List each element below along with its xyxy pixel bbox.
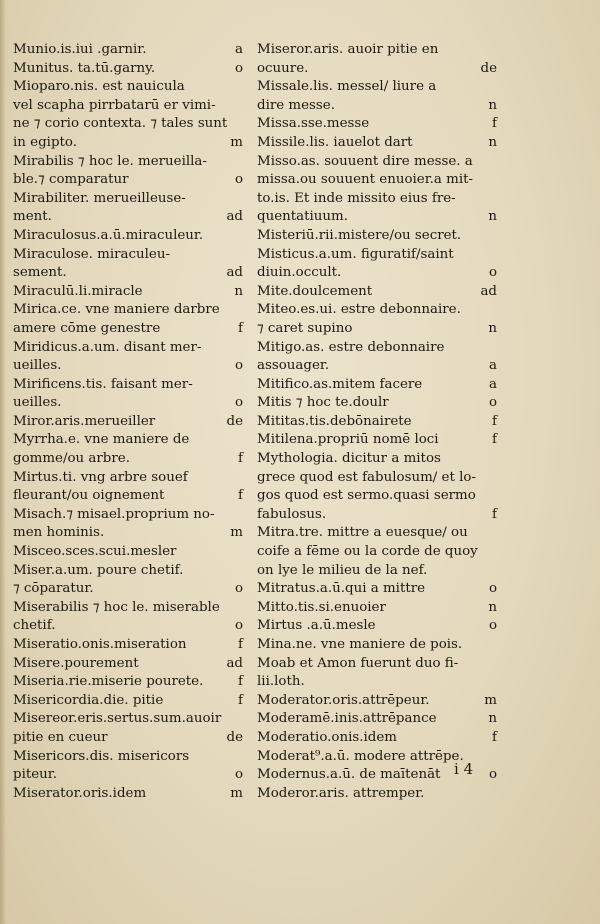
gender-marker: n (488, 97, 497, 113)
dictionary-line (13, 599, 243, 618)
gender-marker: ad (480, 283, 497, 299)
entry-text: dire messe. (257, 97, 335, 113)
entry-text: Misere.pourement (13, 655, 139, 671)
entry-text: Missale.lis. messel/ liure a (257, 79, 437, 95)
entry-text: Misach.⁊ misael.proprium no- (13, 506, 215, 522)
gender-marker: n (488, 209, 497, 225)
entry-text: Mythologia. dicitur a mitos (257, 451, 441, 467)
dictionary-line (13, 357, 243, 376)
dictionary-line (257, 376, 497, 395)
entry-text: men hominis. (13, 525, 105, 541)
dictionary-line (257, 134, 497, 153)
entry-text: to.is. Et inde missito eius fre- (257, 190, 456, 206)
dictionary-line (13, 710, 243, 729)
gender-marker: ad (226, 209, 243, 225)
gender-marker: f (492, 116, 497, 132)
dictionary-line (257, 655, 497, 674)
gender-marker: de (480, 60, 497, 76)
entry-text: vel scapha pirrbatarū er vimi- (13, 97, 216, 113)
dictionary-line (257, 78, 497, 97)
entry-text: Moderator.oris.attrēpeur. (257, 692, 430, 708)
entry-text: Miserator.oris.idem (13, 785, 147, 801)
gender-marker: n (488, 320, 497, 336)
gender-marker: n (488, 599, 497, 615)
dictionary-line (13, 469, 243, 488)
dictionary-line (257, 636, 497, 655)
gender-marker: o (234, 60, 243, 76)
entry-text: Mirica.ce. vne maniere darbre (13, 302, 220, 318)
dictionary-line (13, 376, 243, 395)
gender-marker: m (230, 525, 243, 541)
entry-text: Miraculū.li.miracle (13, 283, 143, 299)
dictionary-line (13, 506, 243, 525)
entry-text: Missa.sse.messe (257, 116, 370, 132)
gender-marker: a (489, 376, 497, 392)
gender-marker: f (492, 413, 497, 429)
dictionary-line (257, 60, 497, 79)
gender-marker: de (226, 729, 243, 745)
gender-marker: m (230, 785, 243, 801)
entry-text: ble.⁊ comparatur (13, 172, 129, 188)
entry-text: ocuure. (257, 60, 309, 76)
dictionary-line (13, 655, 243, 674)
entry-text: grece quod est fabulosum/ et lo- (257, 469, 476, 485)
gender-marker: n (488, 134, 497, 150)
entry-text: Modernus.a.ū. de maītenāt (257, 767, 441, 783)
gender-marker: a (489, 358, 497, 374)
entry-text: Missile.lis. iauelot dart (257, 134, 413, 150)
entry-text: assouager. (257, 358, 330, 374)
dictionary-line (257, 450, 497, 469)
dictionary-line (13, 264, 243, 283)
dictionary-line (257, 469, 497, 488)
entry-text: Moab et Amon fuerunt duo fi- (257, 655, 459, 671)
entry-text: Misticus.a.um. figuratif/saint (257, 246, 454, 262)
gender-marker: f (238, 320, 243, 336)
dictionary-line (13, 729, 243, 748)
gender-marker: f (492, 506, 497, 522)
left-column (13, 41, 243, 803)
gender-marker: de (226, 413, 243, 429)
entry-text: Misericordia.die. pitie (13, 692, 164, 708)
dictionary-line (257, 171, 497, 190)
entry-text: Miseratio.onis.miseration (13, 637, 187, 652)
gender-marker: o (488, 395, 497, 411)
entry-text: Mitis ⁊ hoc te.doulr (257, 395, 389, 411)
dictionary-line (257, 301, 497, 320)
entry-text: Mite.doulcement (257, 283, 373, 299)
dictionary-line (13, 301, 243, 320)
entry-text: Moderor.aris. attremper. (257, 785, 425, 801)
dictionary-line (257, 41, 497, 60)
dictionary-line (13, 692, 243, 711)
entry-text: ment. (13, 209, 52, 225)
dictionary-line (257, 487, 497, 506)
entry-text: Misereor.eris.sertus.sum.auoir (13, 711, 222, 727)
entry-text: Misteriū.rii.mistere/ou secret. (257, 227, 462, 243)
gender-marker: a (235, 42, 243, 57)
entry-text: Mioparo.nis. est nauicula (13, 79, 185, 95)
gender-marker: n (488, 711, 497, 727)
dictionary-line (13, 41, 243, 60)
entry-text: Mirificens.tis. faisant mer- (13, 376, 193, 392)
dictionary-line (257, 692, 497, 711)
gender-marker: o (488, 767, 497, 783)
gender-marker: o (488, 618, 497, 634)
entry-text: Miror.aris.merueiller (13, 413, 156, 429)
signature-mark: i 4 (454, 760, 474, 778)
gender-marker: ad (226, 655, 243, 671)
entry-text: Myrrha.e. vne maniere de (13, 432, 190, 448)
dictionary-line (13, 617, 243, 636)
dictionary-line (257, 413, 497, 432)
dictionary-line (257, 580, 497, 599)
dictionary-line (257, 264, 497, 283)
gender-marker: o (488, 265, 497, 281)
dictionary-line (257, 283, 497, 302)
dictionary-line (257, 506, 497, 525)
entry-text: Misceo.sces.scui.mesler (13, 544, 177, 560)
entry-text: Munitus. ta.tū.garny. (13, 60, 156, 76)
gender-marker: m (230, 134, 243, 150)
entry-text: ⁊ caret supino (257, 320, 353, 336)
entry-text: Miraculosus.a.ū.miraculeur. (13, 227, 204, 243)
dictionary-line (13, 562, 243, 581)
dictionary-line (13, 208, 243, 227)
dictionary-line (13, 543, 243, 562)
gender-marker: f (492, 729, 497, 745)
entry-text: gomme/ou arbre. (13, 451, 130, 467)
dictionary-line (257, 710, 497, 729)
dictionary-line (257, 320, 497, 339)
dictionary-line (257, 190, 497, 209)
entry-text: Mitratus.a.ū.qui a mittre (257, 581, 426, 597)
entry-text: diuin.occult. (257, 265, 342, 281)
gender-marker: n (234, 283, 243, 299)
entry-text: ⁊ cōparatur. (13, 581, 94, 597)
entry-text: Mitra.tre. mittre a euesque/ ou (257, 525, 468, 541)
dictionary-line (13, 487, 243, 506)
entry-text: Miseror.aris. auoir pitie en (257, 42, 439, 57)
gender-marker: m (484, 692, 497, 708)
dictionary-line (13, 78, 243, 97)
entry-text: Moderat⁹.a.ū. modere attrēpe. (257, 748, 464, 764)
gender-marker: f (238, 637, 243, 652)
dictionary-line (13, 450, 243, 469)
entry-text: ueilles. (13, 395, 62, 411)
gender-marker: o (234, 767, 243, 783)
dictionary-line (257, 208, 497, 227)
entry-text: Misericors.dis. misericors (13, 748, 190, 764)
gender-marker: f (238, 488, 243, 504)
gender-marker: o (234, 581, 243, 597)
entry-text: Mirabiliter. merueilleuse- (13, 190, 186, 206)
entry-text: Miseria.rie.miserie pourete. (13, 674, 204, 690)
entry-text: quentatiuum. (257, 209, 348, 225)
dictionary-line (13, 766, 243, 785)
dictionary-line (257, 357, 497, 376)
entry-text: chetif. (13, 618, 56, 634)
entry-text: Miraculose. miraculeu- (13, 246, 170, 262)
dictionary-line (13, 785, 243, 804)
dictionary-line (13, 283, 243, 302)
page-edge-shadow (0, 0, 6, 924)
dictionary-line (13, 636, 243, 655)
gender-marker: f (238, 692, 243, 708)
entry-text: Mitigo.as. estre debonnaire (257, 339, 445, 355)
gender-marker: o (234, 358, 243, 374)
entry-text: ne ⁊ corio contexta. ⁊ tales sunt (13, 116, 228, 132)
dictionary-line (13, 153, 243, 172)
entry-text: amere cōme genestre (13, 320, 161, 336)
entry-text: gos quod est sermo.quasi sermo (257, 488, 476, 504)
dictionary-line (257, 673, 497, 692)
gender-marker: f (492, 432, 497, 448)
dictionary-line (13, 748, 243, 767)
dictionary-line (13, 673, 243, 692)
entry-text: fleurant/ou oignement (13, 488, 165, 504)
right-column (257, 41, 497, 803)
dictionary-line (257, 617, 497, 636)
dictionary-line (257, 785, 497, 804)
dictionary-line (257, 524, 497, 543)
entry-text: sement. (13, 265, 67, 281)
entry-text: missa.ou souuent enuoier.a mit- (257, 172, 474, 188)
entry-text: coife a fēme ou la corde de quoy (257, 544, 478, 560)
entry-text: Mina.ne. vne maniere de pois. (257, 637, 463, 652)
entry-text: on lye le milieu de la nef. (257, 562, 428, 578)
dictionary-line (257, 394, 497, 413)
dictionary-line (13, 246, 243, 265)
dictionary-line (13, 524, 243, 543)
dictionary-line (13, 227, 243, 246)
entry-text: fabulosus. (257, 506, 327, 522)
dictionary-line (257, 97, 497, 116)
dictionary-line (13, 171, 243, 190)
gender-marker: f (238, 451, 243, 467)
dictionary-line (257, 543, 497, 562)
entry-text: Mitifico.as.mitem facere (257, 376, 423, 392)
entry-text: lii.loth. (257, 674, 305, 690)
dictionary-line (257, 227, 497, 246)
entry-text: Misso.as. souuent dire messe. a (257, 153, 473, 169)
dictionary-line (13, 339, 243, 358)
entry-text: Moderamē.inis.attrēpance (257, 711, 437, 727)
entry-text: Mirtus.ti. vng arbre souef (13, 469, 188, 485)
entry-text: Munio.is.iui .garnir. (13, 42, 147, 57)
entry-text: Miteo.es.ui. estre debonnaire. (257, 302, 461, 318)
entry-text: in egipto. (13, 134, 77, 150)
entry-text: Mirtus .a.ū.mesle (257, 618, 376, 634)
gender-marker: o (488, 581, 497, 597)
entry-text: Mitilena.propriū nomē loci (257, 432, 439, 448)
dictionary-line (257, 599, 497, 618)
entry-text: Moderatio.onis.idem (257, 729, 397, 745)
entry-text: Miserabilis ⁊ hoc le. miserable (13, 599, 220, 615)
gender-marker: f (238, 674, 243, 690)
entry-text: Mitto.tis.si.enuoier (257, 599, 386, 615)
dictionary-line (13, 134, 243, 153)
entry-text: ueilles. (13, 358, 62, 374)
dictionary-line (257, 339, 497, 358)
dictionary-line (13, 60, 243, 79)
dictionary-line (13, 97, 243, 116)
dictionary-line (13, 580, 243, 599)
dictionary-line (13, 190, 243, 209)
gender-marker: o (234, 172, 243, 188)
gender-marker: ad (226, 265, 243, 281)
entry-text: Miser.a.um. poure chetif. (13, 562, 184, 578)
entry-text: Miridicus.a.um. disant mer- (13, 339, 202, 355)
dictionary-line (257, 431, 497, 450)
entry-text: Mititas.tis.debōnairete (257, 413, 412, 429)
gender-marker: o (234, 395, 243, 411)
gender-marker: o (234, 618, 243, 634)
dictionary-line (257, 246, 497, 265)
entry-text: piteur. (13, 767, 57, 783)
dictionary-line (13, 431, 243, 450)
dictionary-line (257, 562, 497, 581)
dictionary-line (257, 115, 497, 134)
dictionary-line (13, 394, 243, 413)
entry-text: pitie en cueur (13, 729, 108, 745)
entry-text: Mirabilis ⁊ hoc le. merueilla- (13, 153, 207, 169)
dictionary-line (13, 320, 243, 339)
dictionary-line (13, 413, 243, 432)
dictionary-line (257, 153, 497, 172)
dictionary-line (257, 729, 497, 748)
dictionary-line (13, 115, 243, 134)
